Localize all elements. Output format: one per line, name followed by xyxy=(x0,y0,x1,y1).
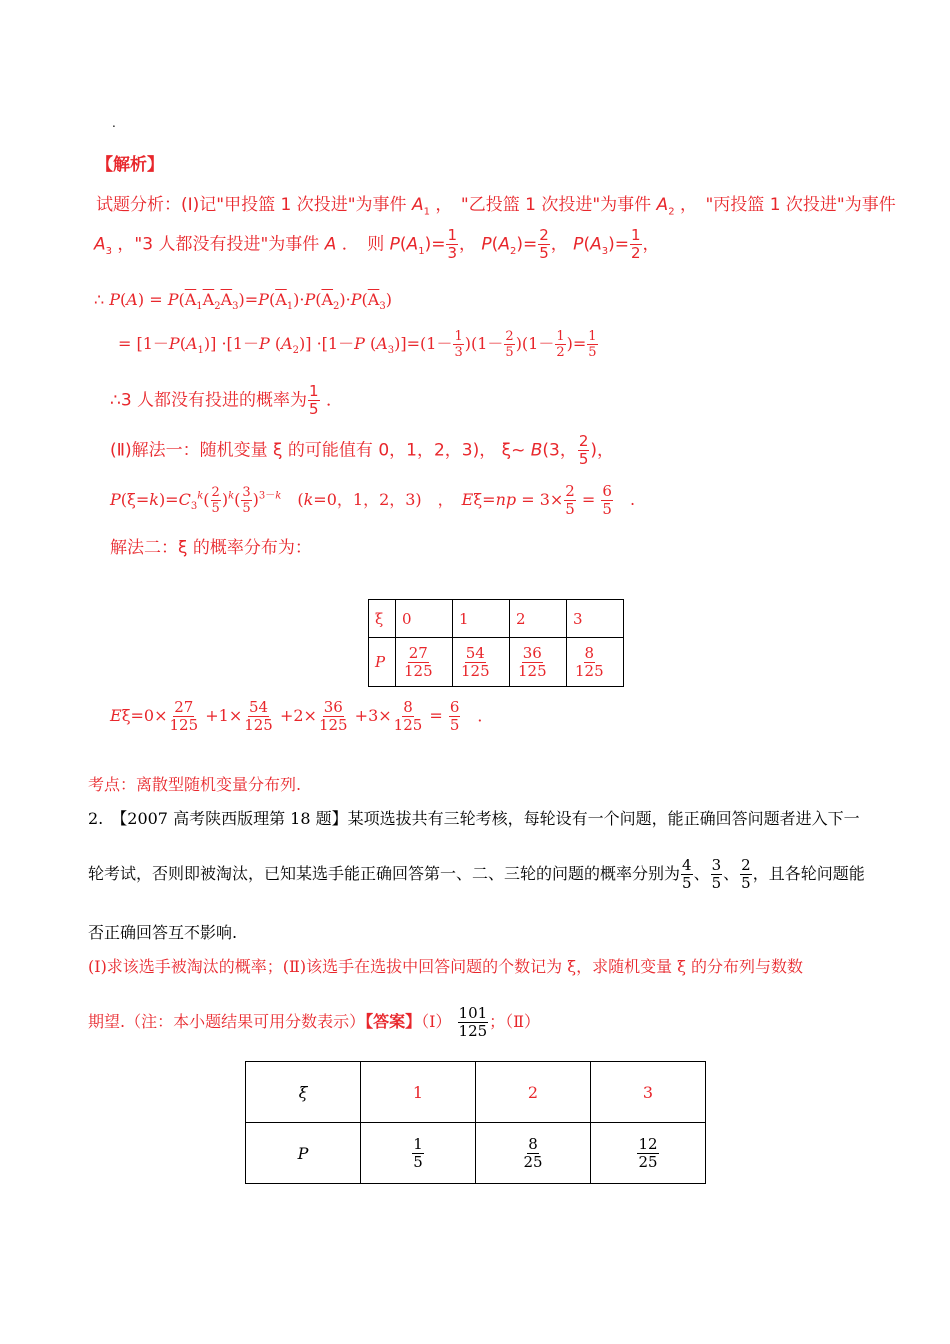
analysis-text: 试题分析：(Ⅰ)记"甲投篮 1 次投进"为事件 xyxy=(96,195,407,215)
table-cell: P xyxy=(369,638,396,687)
distribution-formula: $P(\xi=k)=C_3^k$( $\frac{2}{5}$ )$^k$( $\frac{3}{5}$ )$^{3-k}$ (k=0，1，2，3) ， Eξ=np = 3× $\frac{2}{5}$ = $\frac{6}{5}$ . xyxy=(110,482,636,518)
problem-2-question: (Ⅰ)求该选手被淘汰的概率；(Ⅱ)该选手在选拔中回答问题的个数记为 ξ，求随机变量 ξ 的分布列与数数 xyxy=(88,957,804,976)
fraction-denominator: 125 xyxy=(518,661,547,680)
analysis-text: ，"3 人都没有投进"为事件 xyxy=(117,234,320,255)
problem-2-line-1: 2. 【2007 高考陕西版理第 18 题】某项选拔共有三轮考核，每轮设有一个问题，能正确回答问题者进入下一 xyxy=(88,809,860,828)
fraction-numerator: 1 xyxy=(413,1134,423,1153)
table-cell xyxy=(591,1123,706,1184)
table-cell: 1 xyxy=(453,600,510,638)
analysis-line-2: $A_3$ ，"3 人都没有投进"为事件 A ． 则 $P(A_1)=$ $\frac{1}{3}$ ， $P(A_2)=$ $\frac{2}{5}$ ， $P(A_3)=$ $\frac{1}{2}$ ， xyxy=(94,226,660,262)
table-cell xyxy=(396,638,453,687)
problem-text: 期望.（注：本小题结果可用分数表示） xyxy=(88,1012,366,1031)
answer-part-two: ；（Ⅱ） xyxy=(489,1012,541,1031)
formula-line-2: = $[1-P(A_1)] \cdot[1-P$ $(A_2)] \cdot[1-P$ $(A_3)]=(1-$ $\frac{1}{3}$ )(1－ $\frac{2}{5}$ )(1－ $\frac{1}{2}$ )= $\frac{1}{5}$ xyxy=(118,329,597,360)
method-one-text: (Ⅱ)解法一：随机变量 ξ 的可能值有 0，1，2，3)， xyxy=(110,440,497,461)
problem-2-answer-line xyxy=(88,1006,540,1039)
table-row xyxy=(369,638,624,687)
table-cell: 3 xyxy=(567,600,624,638)
table-row xyxy=(369,600,624,638)
distribution-table-2 xyxy=(245,1061,706,1184)
fraction-numerator: 8 xyxy=(584,643,595,662)
formula-line-1: ∴ $P(A) = P(\overline{A}_1\overline{A}_2\overline{A}_3)=P(\overline{A}_1)\cdot P(\overline{A}_2)\cdot P(\overline{A}_3)$ xyxy=(94,290,392,313)
problem-text: ，且各轮问题能 xyxy=(752,864,865,883)
table-cell xyxy=(453,638,510,687)
table-cell: 2 xyxy=(510,600,567,638)
fraction-denominator: 125 xyxy=(461,661,490,680)
therefore-symbol: ∴ xyxy=(94,290,105,309)
fraction-denominator: 125 xyxy=(404,661,433,680)
table-cell: P xyxy=(246,1123,361,1184)
analysis-line-1: 试题分析：(Ⅰ)记"甲投篮 1 次投进"为事件 $A_1$ ， "乙投篮 1 次投进"为事件 $A_2$ ， "丙投篮 1 次投进"为事件 xyxy=(96,195,896,218)
fraction-denominator: 5 xyxy=(413,1152,423,1171)
conclusion-line: ∴3 人都没有投进的概率为 $\frac{1}{5}$ ． xyxy=(110,382,343,418)
analysis-text: ． 则 xyxy=(341,234,385,255)
fraction-numerator: 101 xyxy=(458,1004,488,1022)
table-cell xyxy=(510,638,567,687)
analysis-heading: 【解析】 xyxy=(96,155,164,175)
fraction-numerator: 27 xyxy=(408,643,428,662)
analysis-text: ， "丙投篮 1 次投进"为事件 xyxy=(679,195,896,215)
table-row xyxy=(246,1062,706,1123)
conclusion-text: ∴3 人都没有投进的概率为 xyxy=(110,390,308,411)
answer-tag: 【答案】 xyxy=(365,1012,422,1031)
problem-2-line-2: 轮考试，否则即被淘汰，已知某选手能正确回答第一、二、三轮的问题的概率分别为 $\frac{4}{5}$ 、 $\frac{3}{5}$ 、 $\frac{2}{5}$ ，且各轮问题能 xyxy=(88,856,865,892)
method-one-line: (Ⅱ)解法一：随机变量 ξ 的可能值有 0，1，2，3)， ξ~ B(3， $\frac{2}{5}$ )， xyxy=(110,432,615,468)
fraction-numerator: 36 xyxy=(522,643,542,662)
fraction-denominator: 25 xyxy=(523,1152,543,1171)
distribution-table-1 xyxy=(368,599,624,687)
answer-part-one: （Ⅰ） xyxy=(421,1012,452,1031)
fraction-numerator: 8 xyxy=(528,1134,538,1153)
table-cell: 0 xyxy=(396,600,453,638)
table-cell: 1 xyxy=(361,1062,476,1123)
table-cell: 2 xyxy=(476,1062,591,1123)
fraction-denominator: 125 xyxy=(458,1022,488,1040)
problem-text: 轮考试，否则即被淘汰，已知某选手能正确回答第一、二、三轮的问题的概率分别为 xyxy=(88,864,681,883)
fraction-numerator: 12 xyxy=(638,1134,658,1153)
fraction-numerator: 54 xyxy=(465,643,485,662)
problem-2-line-3: 否正确回答互不影响. xyxy=(88,923,238,942)
table-cell: 3 xyxy=(591,1062,706,1123)
table-cell xyxy=(567,638,624,687)
table-row xyxy=(246,1123,706,1184)
page-dot: . xyxy=(112,116,116,130)
expectation-formula: Eξ=0× $\frac{27}{125}$ +1× $\frac{54}{125}$ +2× $\frac{36}{125}$ +3× $\frac{8}{125}$ = $\frac{6}{5}$ ． xyxy=(110,698,494,734)
table-cell xyxy=(361,1123,476,1184)
table-cell xyxy=(476,1123,591,1184)
analysis-text: ， "乙投篮 1 次投进"为事件 xyxy=(435,195,652,215)
fraction-denominator: 25 xyxy=(638,1152,658,1171)
fraction-denominator: 125 xyxy=(575,661,604,680)
kaodian-line: 考点：离散型随机变量分布列. xyxy=(88,775,302,794)
method-two-line: 解法二：ξ 的概率分布为： xyxy=(110,538,312,558)
table-cell: ξ xyxy=(246,1062,361,1123)
table-cell: ξ xyxy=(369,600,396,638)
